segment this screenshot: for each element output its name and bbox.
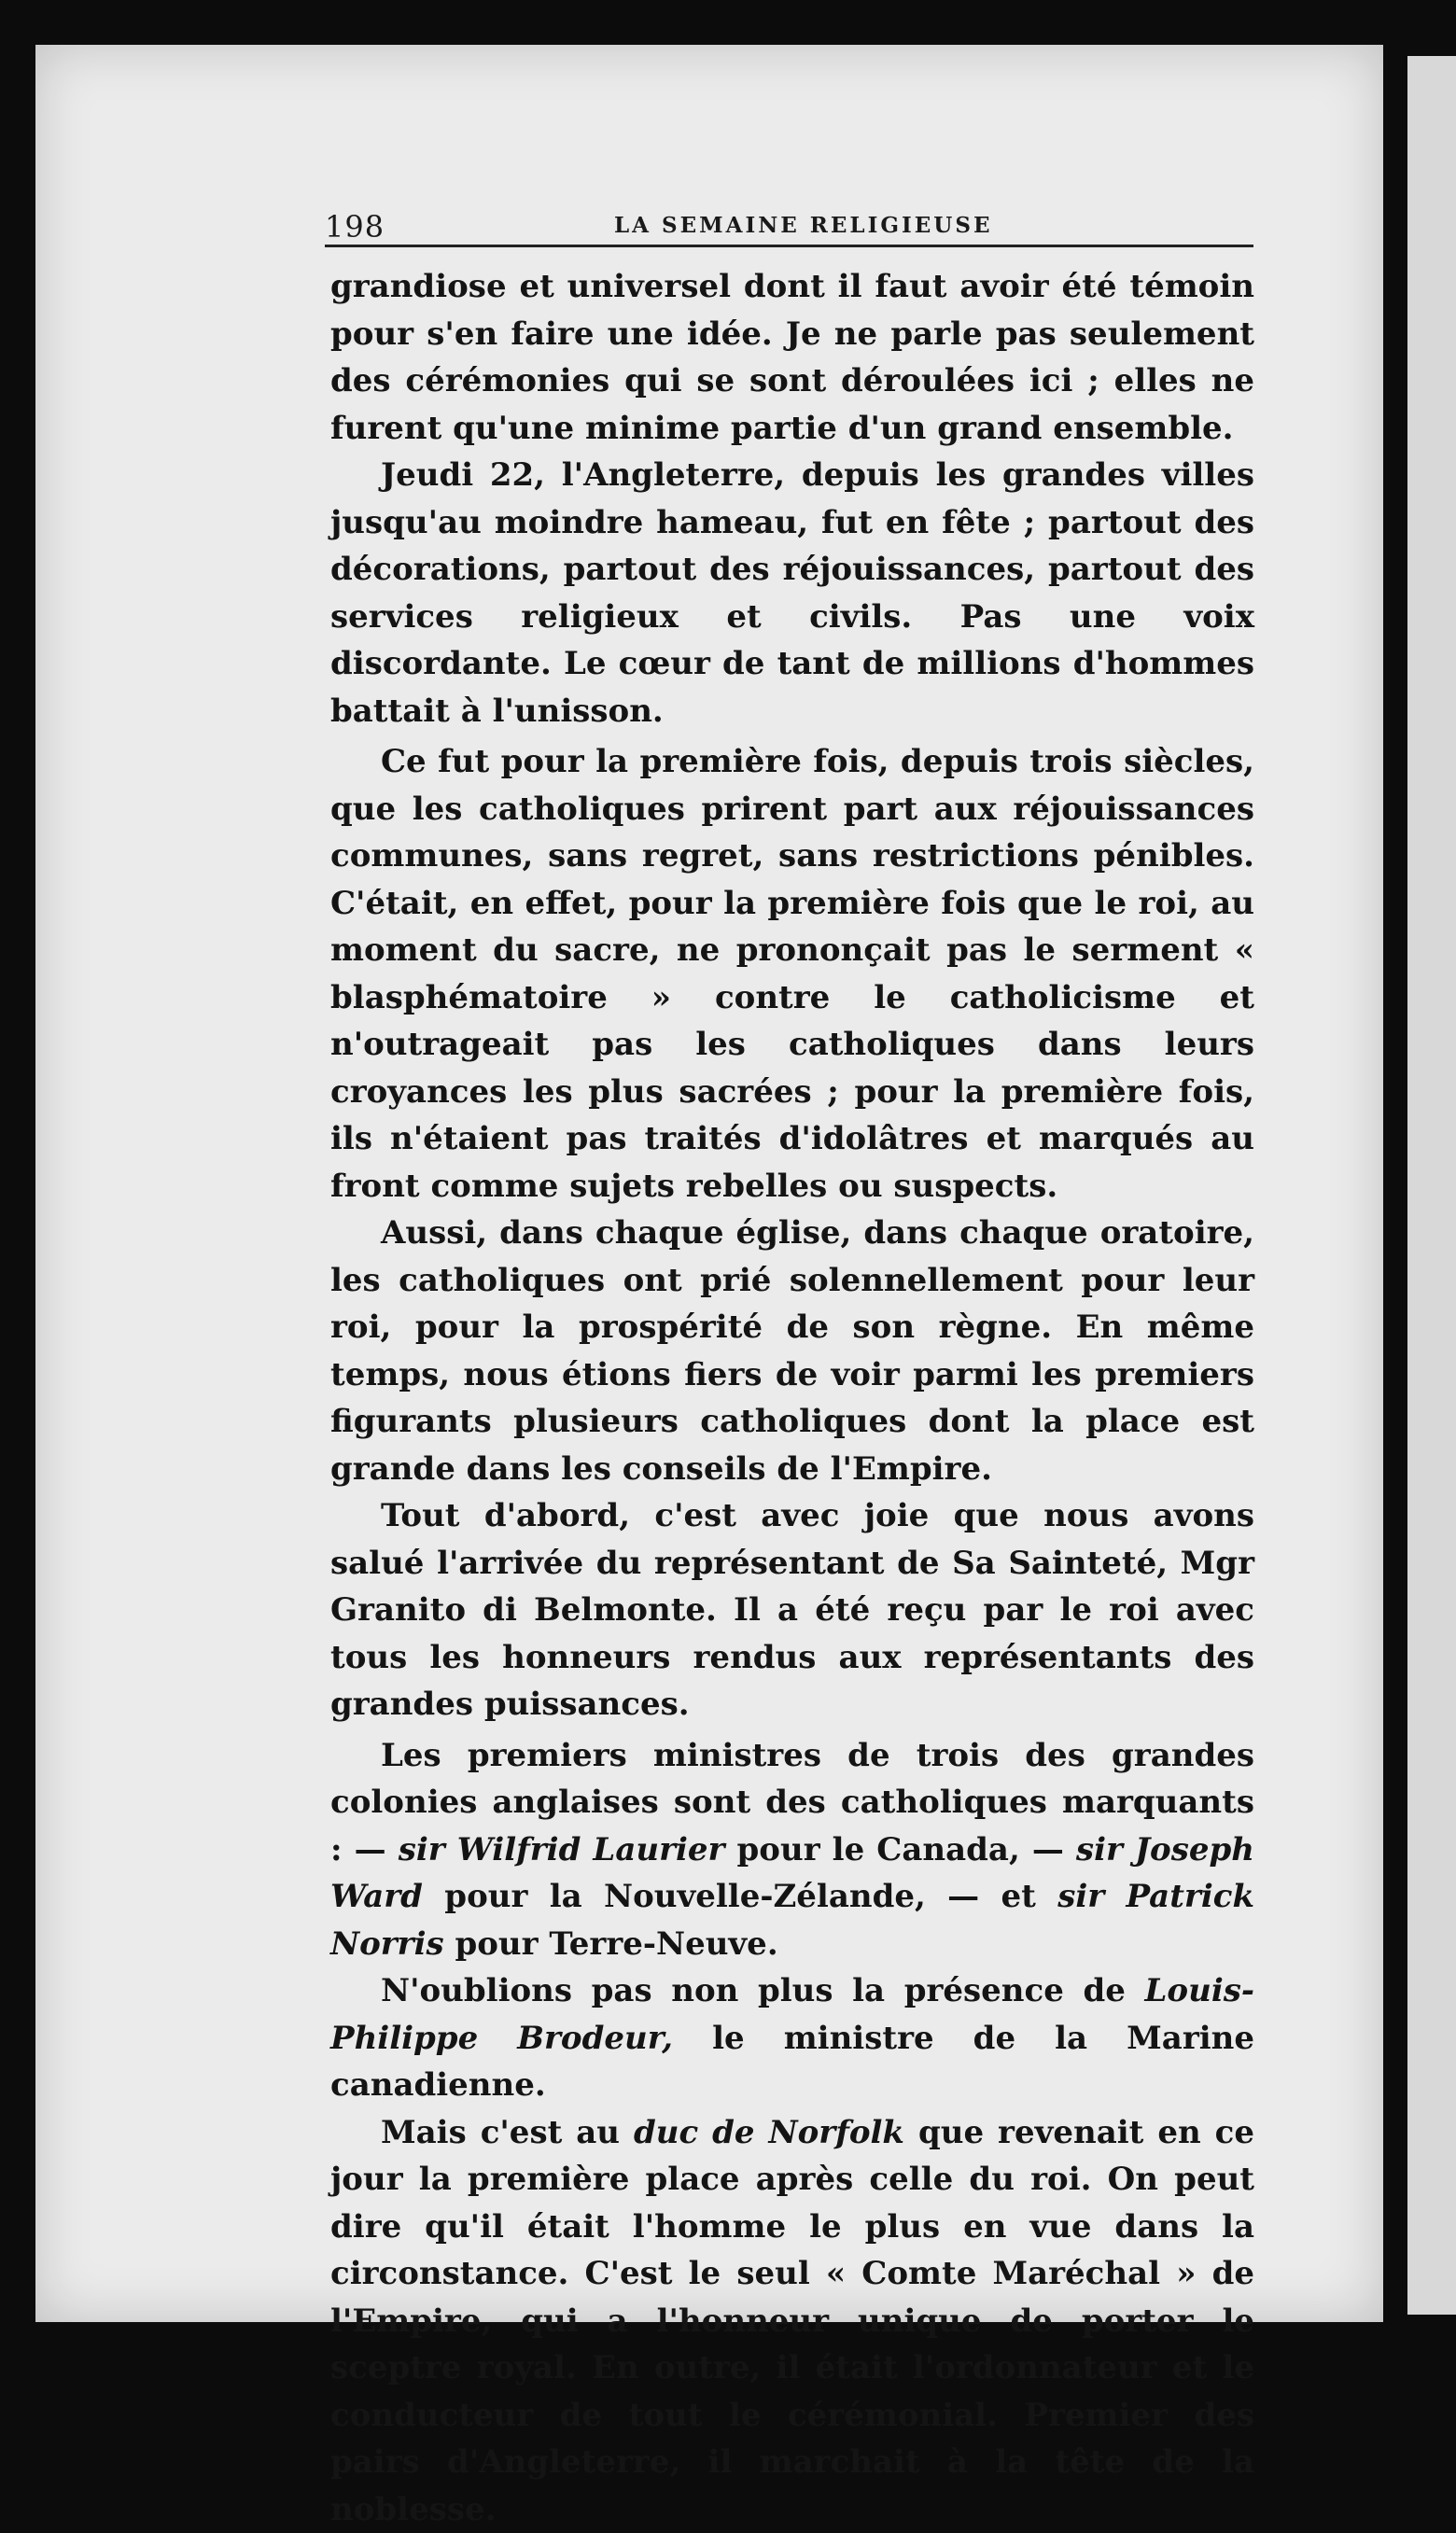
text-run: N'oublions pas non plus la présence de: [381, 1972, 1145, 2009]
page-header: [325, 209, 1251, 246]
italic-name: duc de Norfolk: [634, 2114, 904, 2151]
paragraph: [330, 452, 1254, 735]
paragraph: [330, 1732, 1254, 1968]
paragraph: [330, 1210, 1254, 1492]
paragraph: [330, 1967, 1254, 2109]
running-title: LA SEMAINE RELIGIEUSE: [614, 213, 993, 238]
italic-name: sir Patrick Norris: [330, 1878, 1254, 1963]
text-run: Tout d'abord, c'est avec joie que nous avons salué l'arrivée du représentant de Sa Sainteté, Mgr Granito di Belmonte. Il a été reçu par le roi avec tous les honneurs rendus aux représentants des grandes puissances.: [330, 1497, 1254, 1723]
text-run: pour la Nouvelle-Zélande, — et: [423, 1878, 1057, 1915]
adjacent-page-edge: [1407, 56, 1456, 2315]
italic-name: Louis-Philippe Brodeur,: [330, 1972, 1254, 2057]
text-run: Aussi, dans chaque église, dans chaque oratoire, les catholiques ont prié solennellement pour leur roi, pour la prospérité de son règne. En même temps, nous étions fiers de voir parmi les premiers figurants plusieurs catholiques dont la place est grande dans les conseils de l'Empire.: [330, 1214, 1254, 1488]
paragraph: [330, 1492, 1254, 1728]
text-run: grandiose et universel dont il faut avoir été témoin pour s'en faire une idée. Je ne parle pas seulement des cérémonies qui se sont déroulées ici ; elles ne furent qu'une minime partie d'un grand ensemble.: [330, 268, 1254, 447]
paragraph: [330, 263, 1254, 452]
italic-name: sir Joseph Ward: [330, 1831, 1254, 1916]
text-run: Les premiers ministres de trois des grandes colonies anglaises sont des catholiques marquants : —: [330, 1737, 1254, 1868]
text-run: que revenait en ce jour la première place après celle du roi. On peut dire qu'il était l'homme le plus en vue dans la circonstance. C'est le seul « Comte Maréchal » de l'Empire, qui a l'honneur unique de porter le sceptre royal. En outre, il était l'ordonnateur et le conducteur de tout le cérémonial. Premier des pairs d'Angleterre, il marchait à la tête de la noblesse.: [330, 2114, 1254, 2528]
text-run: Ce fut pour la première fois, depuis trois siècles, que les catholiques prirent part aux réjouissances communes, sans regret, sans restrictions pénibles. C'était, en effet, pour la première fois que le roi, au moment du sacre, ne prononçait pas le serment « blasphématoire » contre le catholicisme et n'outrageait pas les catholiques dans leurs croyances les plus sacrées ; pour la première fois, ils n'étaient pas traités d'idolâtres et marqués au front comme sujets rebelles ou suspects.: [330, 743, 1254, 1205]
text-run: Jeudi 22, l'Angleterre, depuis les grandes villes jusqu'au moindre hameau, fut en fête ; partout des décorations, partout des réjouissances, partout des services religieux et civils. Pas une voix discordante. Le cœur de tant de millions d'hommes battait à l'unisson.: [330, 456, 1254, 730]
text-run: le ministre de la Marine canadienne.: [330, 2020, 1254, 2105]
text-run: Mais c'est au: [381, 2114, 634, 2151]
paragraph: [330, 738, 1254, 1210]
page-number: 198: [325, 209, 385, 245]
header-rule: [325, 245, 1253, 247]
italic-name: sir Wilfrid Laurier: [399, 1831, 725, 1868]
paragraph: [330, 2109, 1254, 2533]
body-text: [330, 263, 1254, 2533]
text-run: pour le Canada, —: [724, 1831, 1075, 1868]
text-run: pour Terre-Neuve.: [444, 1925, 778, 1963]
